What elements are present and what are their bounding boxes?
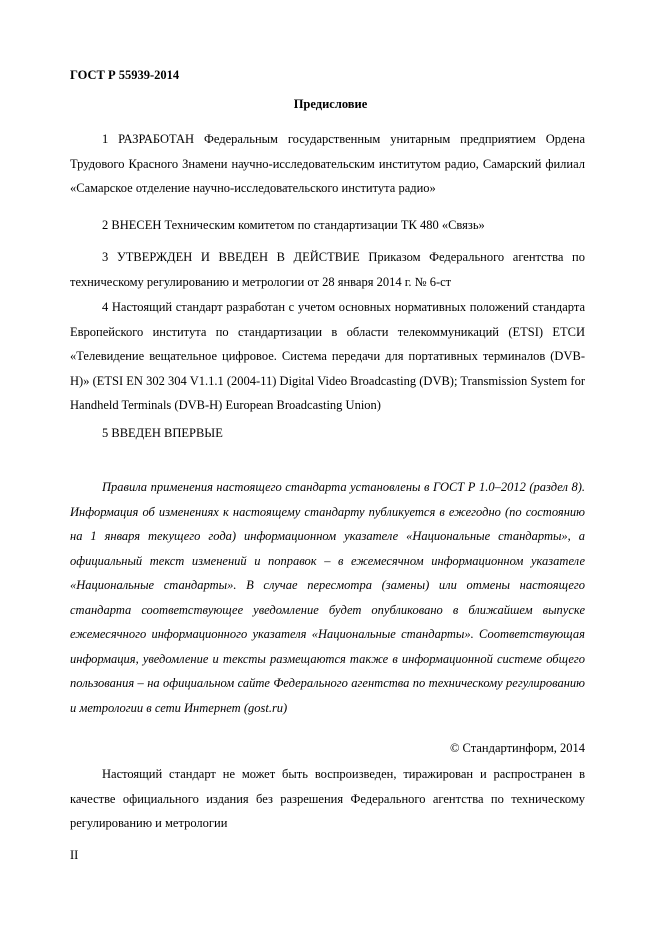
item-4-basis: 4 Настоящий стандарт разработан с учетом основных нормативных положений стандарта Европейского института по стандартизации в области телекоммуникаций (ETSI) ЕТСИ «Телевидение вещательное цифровое. Система передачи для портативных терминалов (DVB-H)» (ETSI EN 302 304 V1.1.1 (2004-11) Digital Video Broadcasting (DVB); Transmission System for Handheld Terminals (DVB-H) European Broadcasting Union) (70, 300, 585, 412)
item-5-first-time: 5 ВВЕДЕН ВПЕРВЫЕ (102, 426, 223, 440)
rules-notice: Правила применения настоящего стандарта установлены в ГОСТ Р 1.0–2012 (раздел 8). Информация об изменениях к настоящему стандарту публикуется в ежегодно (по состоянию на 1 января текущего года) информационном указателе «Национальные стандарты», а официальный текст изменений и поправок – в ежемесячном информационном указателе «Национальные стандарты». В случае пересмотра (замены) или отмены настоящего стандарта соответствующее уведомление будет опубликовано в ближайшем выпуске ежемесячного информационного указателя «Национальные стандарты». Соответствующая информация, уведомление и тексты размещаются также в информационной системе общего пользования – на официальном сайте Федерального агентства по техническому регулированию и метрологии в сети Интернет (gost.ru) (70, 480, 585, 715)
copyright: © Стандартинформ, 2014 (449, 741, 585, 755)
item-1-developed: 1 РАЗРАБОТАН Федеральным государственным унитарным предприятием Ордена Трудового Красного Знамени научно-исследовательским институтом радио, Самарский филиал «Самарское отделение научно-исследовательского института радио» (70, 132, 585, 195)
page-title: Предисловие (293, 97, 368, 111)
reproduction-notice: Настоящий стандарт не может быть воспроизведен, тиражирован и распространен в качестве официального издания без разрешения Федерального агентства по техническому регулированию и метрологии (70, 767, 585, 830)
item-3-approved: 3 УТВЕРЖДЕН И ВВЕДЕН В ДЕЙСТВИЕ Приказом Федерального агентства по техническому регулированию и метрологии от 28 января 2014 г. № 6-ст (70, 250, 585, 289)
document-code: ГОСТ Р 55939-2014 (70, 68, 180, 82)
item-2-introduced: 2 ВНЕСЕН Техническим комитетом по стандартизации ТК 480 «Связь» (102, 218, 485, 232)
page-number: II (70, 848, 79, 862)
